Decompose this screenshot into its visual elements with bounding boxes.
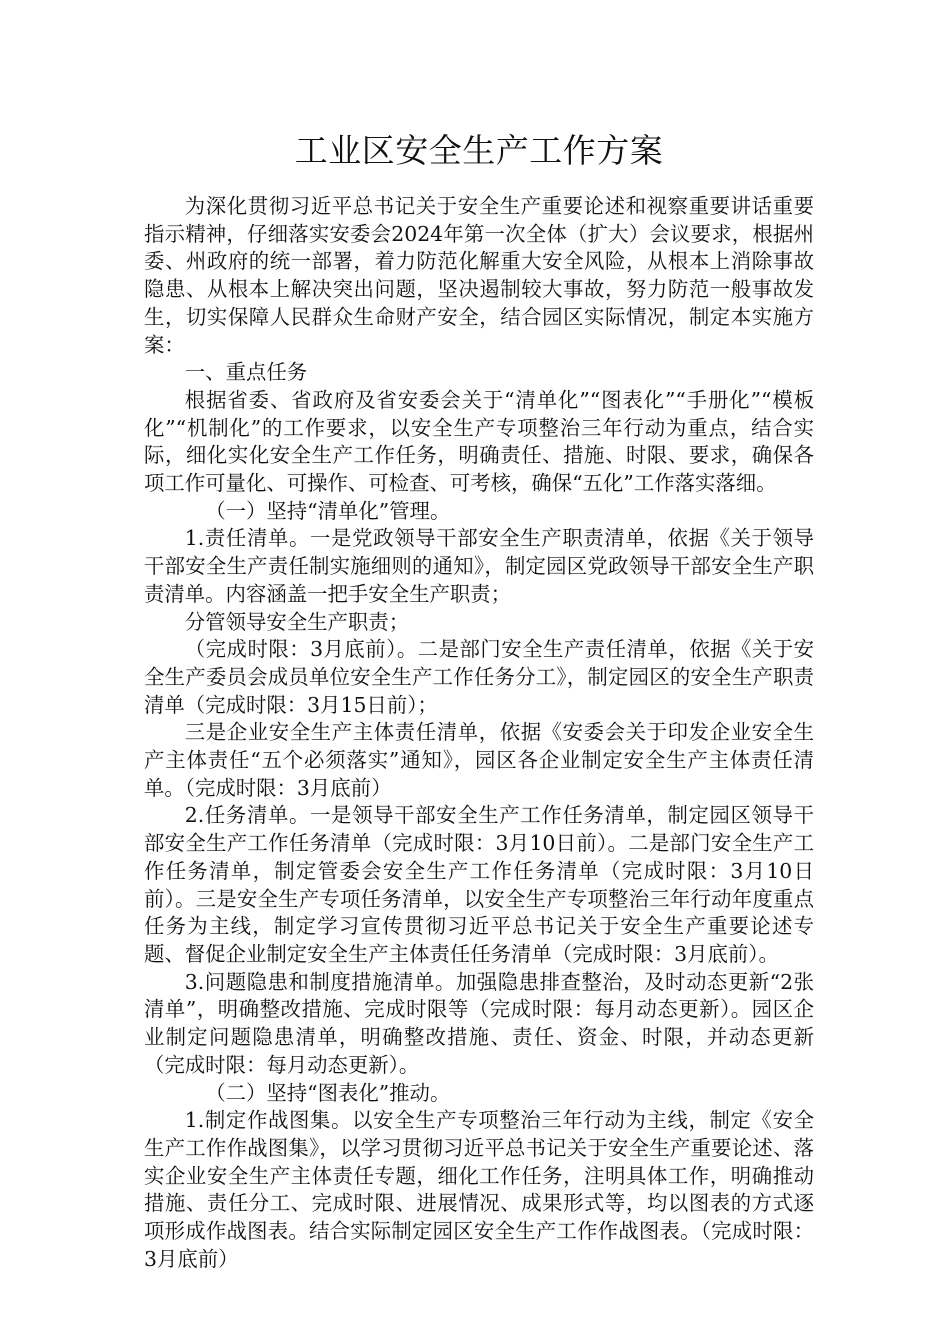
section-heading-key-tasks: 一、重点任务 — [184, 360, 308, 385]
responsibility-list-paragraph: 1.责任清单。一是党政领导干部安全生产职责清单，依据《关于领导干部安全生产责任制实施细则的通知》，制定园区党政领导干部安全生产职责清单。内容涵盖一把手安全生产职责； — [144, 526, 814, 606]
department-responsibility-paragraph: （完成时限：3月底前）。二是部门安全生产责任清单，依据《关于安全生产委员会成员单位安全生产工作任务分工》，制定园区的安全生产职责清单（完成时限：3月15日前）； — [144, 637, 814, 717]
key-tasks-paragraph: 根据省委、省政府及省安委会关于“清单化”“图表化”“手册化”“模板化”“机制化”的工作要求，以安全生产专项整治三年行动为重点，结合实际，细化实化安全生产工作任务，明确责任、措施、时限、要求，确保各项工作可量化、可操作、可检查、可考核，确保“五化”工作落实落细。 — [144, 387, 814, 496]
document-page — [144, 126, 814, 1273]
subsection-heading-charts: （二）坚持“图表化”推动。 — [205, 1080, 451, 1105]
document-title: 工业区安全生产工作方案 — [294, 131, 664, 170]
task-list-paragraph: 2.任务清单。一是领导干部安全生产工作任务清单，制定园区领导干部安全生产工作任务清单（完成时限：3月10日前）。二是部门安全生产工作任务清单，制定管委会安全生产工作任务清单（完成时限：3月10日前）。三是安全生产专项任务清单，以安全生产专项整治三年行动年度重点任务为主线，制定学习宣传贯彻习近平总书记关于安全生产重要论述专题、督促企业制定安全生产主体责任任务清单（完成时限：3月底前）。 — [144, 803, 814, 966]
enterprise-responsibility-paragraph: 三是企业安全生产主体责任清单，依据《安委会关于印发企业安全生产主体责任“五个必须落实”通知》，园区各企业制定安全生产主体责任清单。（完成时限：3月底前） — [144, 720, 814, 800]
intro-paragraph: 为深化贯彻习近平总书记关于安全生产重要论述和视察重要讲话重要指示精神，仔细落实安委会2024年第一次全体（扩大）会议要求，根据州委、州政府的统一部署，着力防范化解重大安全风险，从根本上消除事故隐患、从根本上解决突出问题，坚决遏制较大事故，努力防范一般事故发生，切实保障人民群众生命财产安全，结合园区实际情况，制定本实施方案： — [144, 194, 814, 357]
hazard-list-paragraph: 3.问题隐患和制度措施清单。加强隐患排查整治，及时动态更新“2张清单”，明确整改措施、完成时限等（完成时限：每月动态更新）。园区企业制定问题隐患清单，明确整改措施、责任、资金、时限，并动态更新（完成时限：每月动态更新）。 — [144, 969, 814, 1077]
battle-map-paragraph: 1.制定作战图集。以安全生产专项整治三年行动为主线，制定《安全生产工作作战图集》，以学习贯彻习近平总书记关于安全生产重要论述、落实企业安全生产主体责任专题，细化工作任务，注明具体工作，明确推动措施、责任分工、完成时限、进展情况、成果形式等，均以图表的方式逐项形成作战图表。结合实际制定园区安全生产工作作战图表。（完成时限：3月底前） — [144, 1108, 814, 1271]
leader-duties-line: 分管领导安全生产职责； — [184, 609, 410, 634]
subsection-heading-checklist: （一）坚持“清单化”管理。 — [205, 498, 451, 523]
